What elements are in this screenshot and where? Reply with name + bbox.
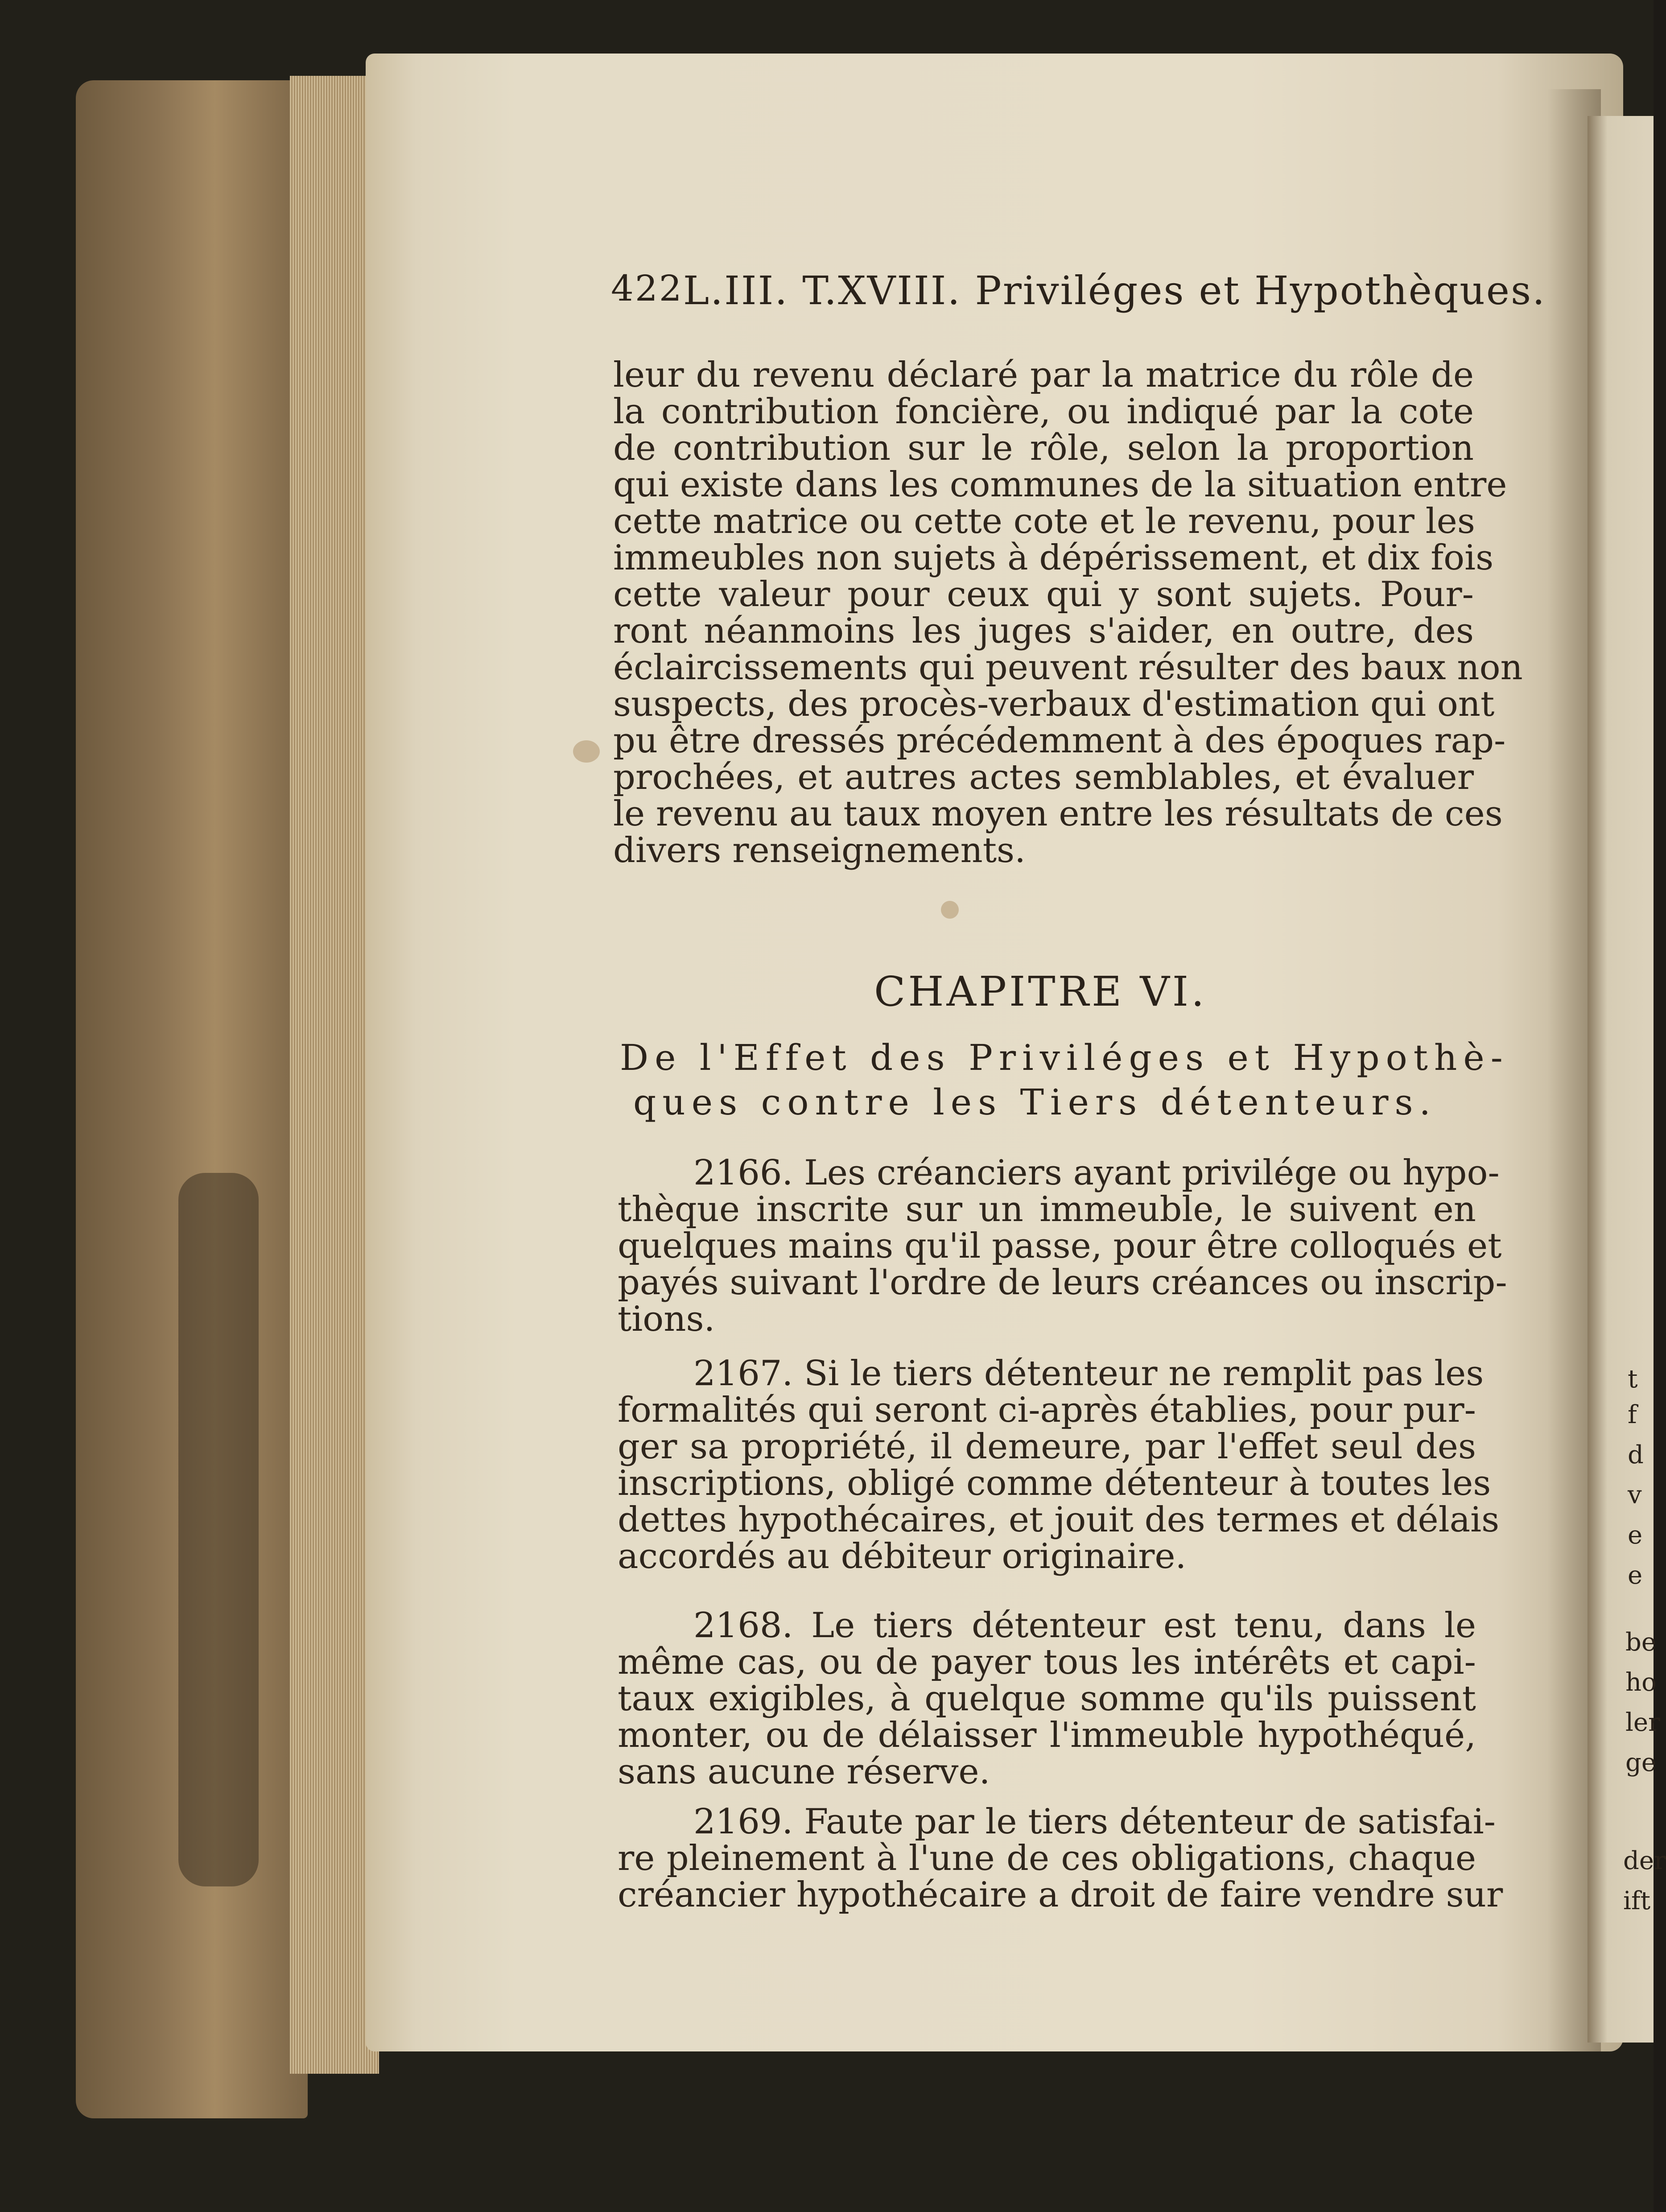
text-line: cette valeur pour ceux qui y sont sujets. Pour- [613, 574, 1474, 615]
text-line: quelques mains qu'il passe, pour être colloqués et [618, 1226, 1502, 1266]
text-line: de contribution sur le rôle, selon la proportion [613, 428, 1474, 468]
text-line: 2169. Faute par le tiers détenteur de satisfai- [693, 1802, 1496, 1842]
text-line: divers renseignements. [613, 830, 1026, 871]
text-line: taux exigibles, à quelque somme qu'ils puissent [618, 1679, 1476, 1719]
text-line: dettes hypothécaires, et jouit des termes et délais [618, 1500, 1500, 1540]
cover-wear [178, 1173, 259, 1886]
text-line: sans aucune réserve. [618, 1752, 990, 1792]
text-line: même cas, ou de payer tous les intérêts et capi- [618, 1642, 1476, 1682]
text-line: monter, ou de délaisser l'immeuble hypothéqué, [618, 1715, 1476, 1755]
text-line: tions. [618, 1299, 715, 1339]
text-line: re pleinement à l'une de ces obligations, chaque [618, 1838, 1476, 1878]
facing-page-fragment: ho [1625, 1668, 1657, 1697]
chapter-heading: CHAPITRE VI. [874, 968, 1207, 1015]
facing-page-fragment: be [1625, 1628, 1656, 1657]
text-line: leur du revenu déclaré par la matrice du rôle de [613, 355, 1474, 395]
running-header [611, 268, 1546, 314]
facing-page-fragment: v [1628, 1481, 1642, 1510]
text-line: créancier hypothécaire a droit de faire vendre sur [618, 1875, 1503, 1915]
foxing-stain [573, 740, 600, 763]
facing-page-fragment: ge [1625, 1748, 1656, 1777]
text-line: 2166. Les créanciers ayant privilége ou hypo- [693, 1153, 1500, 1193]
text-line: éclaircissements qui peuvent résulter des baux non [613, 648, 1523, 688]
chapter-subtitle-line: De l'Effet des Priviléges et Hypothè- [620, 1037, 1509, 1078]
text-line: prochées, et autres actes semblables, et évaluer [613, 757, 1474, 797]
text-line: ger sa propriété, il demeure, par l'effet seul des [618, 1427, 1476, 1467]
facing-page-fragment: ift [1623, 1886, 1651, 1915]
text-line: la contribution foncière, ou indiqué par la cote [613, 392, 1474, 432]
running-title: L.III. T.XVIII. Priviléges et Hypothèques. [683, 268, 1546, 314]
facing-page-fragment: ler [1625, 1708, 1660, 1737]
facing-page-fragment: t [1628, 1365, 1638, 1394]
text-line: suspects, des procès-verbaux d'estimation qui ont [613, 684, 1495, 724]
text-line: 2167. Si le tiers détenteur ne remplit pas les [693, 1354, 1484, 1394]
text-line: formalités qui seront ci-après établies, pour pur- [618, 1390, 1476, 1430]
text-line: thèque inscrite sur un immeuble, le suivent en [618, 1189, 1476, 1230]
text-line: 2168. Le tiers détenteur est tenu, dans le [693, 1605, 1476, 1646]
page-number: 422 [611, 268, 683, 309]
text-line: cette matrice ou cette cote et le revenu, pour les [613, 501, 1475, 541]
facing-page-fragment: der [1623, 1846, 1666, 1875]
text-line: le revenu au taux moyen entre les résultats de ces [613, 794, 1503, 834]
book-cover-board [76, 80, 308, 2118]
text-line: accordés au débiteur originaire. [618, 1536, 1187, 1576]
foxing-stain [941, 901, 959, 919]
facing-page-fragment: e [1628, 1521, 1643, 1550]
facing-page-fragment: f [1628, 1400, 1637, 1429]
text-line: payés suivant l'ordre de leurs créances ou inscrip- [618, 1263, 1507, 1303]
chapter-subtitle-line: ques contre les Tiers détenteurs. [633, 1081, 1437, 1123]
facing-page-fragment: e [1628, 1561, 1643, 1590]
text-line: qui existe dans les communes de la situation entre [613, 465, 1507, 505]
text-line: ront néanmoins les juges s'aider, en outre, des [613, 611, 1474, 651]
text-line: pu être dressés précédemment à des époques rap- [613, 721, 1506, 761]
facing-page-fragment: d [1628, 1440, 1644, 1469]
text-line: immeubles non sujets à dépérissement, et dix fois [613, 538, 1494, 578]
text-line: inscriptions, obligé comme détenteur à toutes les [618, 1463, 1491, 1503]
